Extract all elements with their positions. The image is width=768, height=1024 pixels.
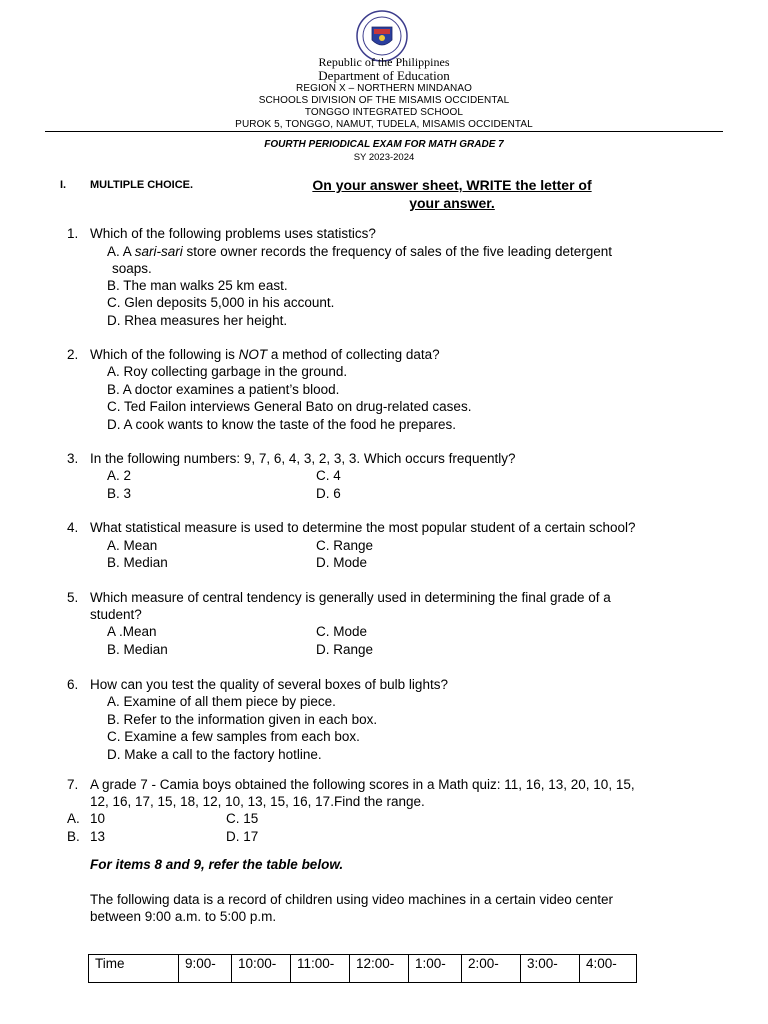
section-instruction — [262, 176, 642, 212]
header-division: SCHOOLS DIVISION OF THE MISAMIS OCCIDENTAL — [258, 95, 510, 106]
q7-option-a: 10 — [90, 811, 106, 826]
header-department: Department of Education — [318, 68, 450, 83]
q4-text: What statistical measure is used to determine the most popular student of a certain school? — [90, 520, 636, 535]
table-header-cell: Time — [89, 955, 179, 983]
q5-number: 5. — [67, 590, 79, 605]
q7-text: A grade 7 - Camia boys obtained the following scores in a Math quiz: 11, 16, 13, 20, 10, 15, — [90, 777, 635, 792]
q7-option-c: C. 15 — [226, 811, 259, 826]
q6-option-d: D. Make a call to the factory hotline. — [107, 747, 322, 762]
q3-number: 3. — [67, 451, 79, 466]
table-header-cell: 12:00- — [350, 955, 409, 983]
q4-option-d: D. Mode — [316, 555, 368, 570]
q6-option-a: A. Examine of all them piece by piece. — [107, 694, 336, 709]
table-note: For items 8 and 9, refer the table below. — [90, 857, 344, 872]
section-title: MULTIPLE CHOICE. — [90, 179, 194, 191]
q3-option-b: B. 3 — [107, 486, 132, 501]
q5-option-c: C. Mode — [316, 624, 368, 639]
header-address: PUROK 5, TONGGO, NAMUT, TUDELA, MISAMIS OCCIDENTAL — [235, 119, 533, 130]
q7-number: 7. — [67, 777, 79, 792]
header-republic: Republic of the Philippines — [318, 55, 450, 69]
q1-option-a-cont: soaps. — [112, 261, 152, 276]
q3-option-d: D. 6 — [316, 486, 341, 501]
q7-text-cont: 12, 16, 17, 15, 18, 12, 10, 13, 15, 16, 17.Find the range. — [90, 794, 425, 809]
q5-text-cont: student? — [90, 607, 142, 622]
table-header-cell: 4:00- — [580, 955, 637, 983]
q2-option-b: B. A doctor examines a patient’s blood. — [107, 382, 340, 397]
q2-option-a: A. Roy collecting garbage in the ground. — [107, 364, 348, 379]
q2-option-c: C. Ted Failon interviews General Bato on drug-related cases. — [107, 399, 472, 414]
q1-option-c: C. Glen deposits 5,000 in his account. — [107, 295, 335, 310]
table-header-cell: 11:00- — [291, 955, 350, 983]
q2-number: 2. — [67, 347, 79, 362]
q7-option-d: D. 17 — [226, 829, 259, 844]
header-region: REGION X – NORTHERN MINDANAO — [296, 83, 472, 94]
video-usage-table — [88, 954, 637, 983]
q3-option-c: C. 4 — [316, 468, 341, 483]
q5-option-b: B. Median — [107, 642, 168, 657]
q1-option-d: D. Rhea measures her height. — [107, 313, 288, 328]
q1-option-b: B. The man walks 25 km east. — [107, 278, 288, 293]
q1-number: 1. — [67, 226, 79, 241]
q2-text: Which of the following is NOT a method of collecting data? — [90, 347, 440, 362]
q4-number: 4. — [67, 520, 79, 535]
instruction-line-2: your answer. — [409, 195, 495, 211]
q3-text: In the following numbers: 9, 7, 6, 4, 3, 2, 3, 3. Which occurs frequently? — [90, 451, 516, 466]
q7-option-b: 13 — [90, 829, 106, 844]
context-line-1: The following data is a record of children using video machines in a certain video center — [90, 892, 614, 907]
table-header-cell: 1:00- — [409, 955, 462, 983]
q1-text: Which of the following problems uses statistics? — [90, 226, 376, 241]
q5-option-a: A .Mean — [107, 624, 157, 639]
q7-option-a-letter: A. — [67, 811, 80, 826]
exam-title: FOURTH PERIODICAL EXAM FOR MATH GRADE 7 — [264, 139, 504, 150]
section-number: I. — [60, 179, 67, 191]
q7-option-b-letter: B. — [67, 829, 80, 844]
instruction-line-1: On your answer sheet, WRITE the letter of — [312, 177, 592, 193]
table-header-cell: 3:00- — [521, 955, 580, 983]
q6-text: How can you test the quality of several boxes of bulb lights? — [90, 677, 448, 692]
table-header-cell: 2:00- — [462, 955, 521, 983]
table-header-cell: 10:00- — [232, 955, 291, 983]
header-divider — [45, 131, 723, 132]
q6-option-c: C. Examine a few samples from each box. — [107, 729, 360, 744]
q6-option-b: B. Refer to the information given in each box. — [107, 712, 378, 727]
q4-option-a: A. Mean — [107, 538, 158, 553]
q1-option-a: A. A sari-sari store owner records the frequency of sales of the five leading detergent — [107, 244, 613, 259]
table-header-row — [89, 955, 637, 983]
q4-option-c: C. Range — [316, 538, 374, 553]
q3-option-a: A. 2 — [107, 468, 132, 483]
q4-option-b: B. Median — [107, 555, 168, 570]
q6-number: 6. — [67, 677, 79, 692]
q2-option-d: D. A cook wants to know the taste of the food he prepares. — [107, 417, 456, 432]
exam-school-year: SY 2023-2024 — [353, 152, 415, 163]
q5-text: Which measure of central tendency is generally used in determining the final grade of a — [90, 590, 611, 605]
header-school: TONGGO INTEGRATED SCHOOL — [304, 107, 464, 118]
q5-option-d: D. Range — [316, 642, 374, 657]
table-header-cell: 9:00- — [179, 955, 232, 983]
context-line-2: between 9:00 a.m. to 5:00 p.m. — [90, 909, 277, 924]
